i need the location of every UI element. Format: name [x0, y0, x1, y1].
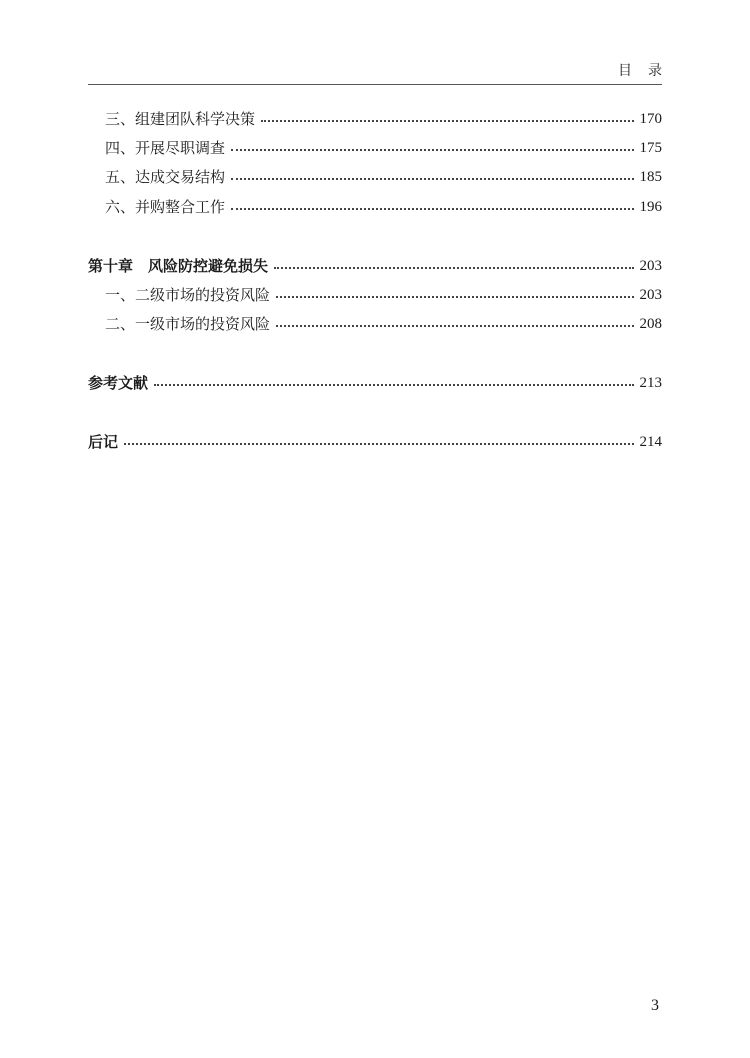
dot-leader [276, 296, 633, 298]
toc-entry-page: 214 [639, 434, 662, 450]
toc-entry [88, 283, 662, 307]
toc-entry-page: 208 [639, 316, 662, 332]
toc-entry-label: 二、一级市场的投资风险 [105, 315, 271, 333]
toc-chapter-label: 参考文献 [88, 374, 149, 392]
dot-leader [154, 384, 633, 386]
toc-entry-label: 三、组建团队科学决策 [105, 110, 256, 128]
toc-entry-page: 203 [639, 258, 662, 274]
toc-entry-page: 203 [639, 287, 662, 303]
toc-entry [88, 165, 662, 189]
dot-leader [231, 178, 633, 180]
toc-entry-label: 四、开展尽职调查 [105, 139, 226, 157]
toc-entry [88, 195, 662, 219]
toc-entry [88, 312, 662, 336]
toc-entry [88, 107, 662, 131]
dot-leader [261, 120, 633, 122]
dot-leader [124, 443, 633, 445]
toc-entry-page: 213 [639, 375, 662, 391]
dot-leader [231, 149, 633, 151]
toc-entry [88, 136, 662, 160]
toc-entry-page: 196 [639, 199, 662, 215]
dot-leader [276, 325, 633, 327]
toc-chapter-entry [88, 371, 662, 395]
toc-chapter-entry [88, 254, 662, 278]
toc-entry-page: 170 [639, 111, 662, 127]
dot-leader [231, 208, 633, 210]
toc-chapter-entry [88, 430, 662, 454]
toc-entry-label: 六、并购整合工作 [105, 198, 226, 216]
toc-entry-label: 五、达成交易结构 [105, 168, 226, 186]
toc-entry-page: 175 [639, 140, 662, 156]
dot-leader [274, 267, 633, 269]
header-rule [88, 84, 662, 85]
toc-entry-page: 185 [639, 169, 662, 185]
page-number: 3 [651, 997, 659, 1014]
running-header-title: 目录 [618, 63, 678, 79]
toc-chapter-label: 第十章 风险防控避免损失 [88, 257, 269, 275]
toc-chapter-label: 后记 [88, 433, 119, 451]
toc-entry-label: 一、二级市场的投资风险 [105, 286, 271, 304]
